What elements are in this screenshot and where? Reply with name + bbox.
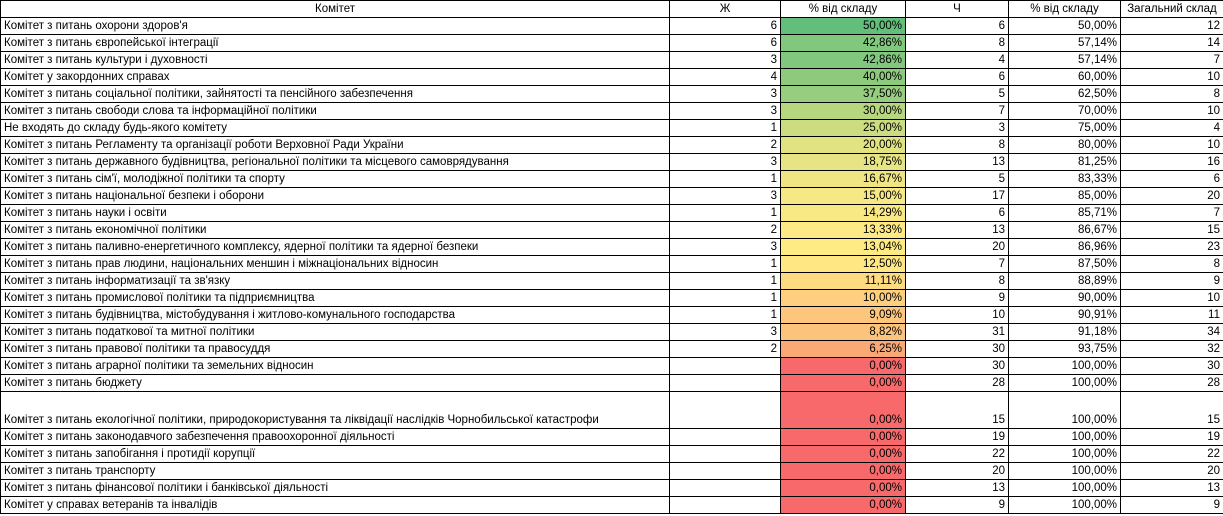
men-pct-cell[interactable]: 85,71% (1009, 205, 1121, 222)
column-header-m[interactable]: Ч (906, 1, 1009, 18)
men-pct-cell[interactable]: 86,67% (1009, 222, 1121, 239)
total-cell[interactable]: 10 (1121, 290, 1223, 307)
women-count-cell[interactable]: 4 (670, 69, 781, 86)
women-count-cell[interactable]: 6 (670, 18, 781, 35)
total-cell[interactable]: 4 (1121, 120, 1223, 137)
committee-cell[interactable]: Комітет у справах ветеранів та інвалідів (1, 497, 670, 514)
women-pct-cell[interactable]: 8,82% (781, 324, 906, 341)
women-pct-cell[interactable]: 14,29% (781, 205, 906, 222)
total-cell[interactable]: 10 (1121, 137, 1223, 154)
table-row (1, 239, 1223, 256)
committee-cell[interactable]: Комітет з питань законодавчого забезпечення правоохоронної діяльності (1, 429, 670, 446)
committee-cell[interactable]: Комітет з питань європейської інтеграції (1, 35, 670, 52)
table-row (1, 463, 1223, 480)
total-cell[interactable]: 28 (1121, 375, 1223, 392)
committee-cell[interactable]: Комітет з питань свободи слова та інформаційної політики (1, 103, 670, 120)
women-pct-cell[interactable]: 0,00% (781, 446, 906, 463)
men-count-cell[interactable]: 17 (906, 188, 1009, 205)
women-pct-cell[interactable]: 0,00% (781, 497, 906, 514)
women-count-cell[interactable] (670, 375, 781, 392)
committee-cell[interactable]: Комітет з питань промислової політики та підприємництва (1, 290, 670, 307)
men-pct-cell[interactable]: 83,33% (1009, 171, 1121, 188)
table-row (1, 154, 1223, 171)
committee-cell[interactable]: Комітет з питань податкової та митної політики (1, 324, 670, 341)
men-pct-cell[interactable]: 93,75% (1009, 341, 1121, 358)
women-count-cell[interactable]: 1 (670, 256, 781, 273)
men-pct-cell[interactable]: 62,50% (1009, 86, 1121, 103)
men-pct-cell[interactable]: 100,00% (1009, 429, 1121, 446)
committee-cell[interactable]: Комітет з питань культури і духовності (1, 52, 670, 69)
men-count-cell[interactable]: 28 (906, 375, 1009, 392)
men-count-cell[interactable]: 15 (906, 392, 1009, 429)
men-count-cell[interactable]: 6 (906, 18, 1009, 35)
women-pct-cell[interactable]: 40,00% (781, 69, 906, 86)
women-pct-cell[interactable]: 12,50% (781, 256, 906, 273)
men-count-cell[interactable]: 22 (906, 446, 1009, 463)
total-cell[interactable]: 20 (1121, 188, 1223, 205)
committee-cell[interactable]: Комітет з питань запобігання і протидії корупції (1, 446, 670, 463)
committee-cell[interactable]: Комітет з питань національної безпеки і оборони (1, 188, 670, 205)
women-count-cell[interactable] (670, 463, 781, 480)
women-pct-cell[interactable]: 42,86% (781, 52, 906, 69)
men-pct-cell[interactable]: 90,91% (1009, 307, 1121, 324)
table-header (1, 1, 1223, 18)
total-cell[interactable]: 19 (1121, 429, 1223, 446)
men-pct-cell[interactable]: 86,96% (1009, 239, 1121, 256)
table-row (1, 256, 1223, 273)
total-cell[interactable]: 8 (1121, 86, 1223, 103)
men-pct-cell[interactable]: 75,00% (1009, 120, 1121, 137)
total-cell[interactable]: 14 (1121, 35, 1223, 52)
men-pct-cell[interactable]: 88,89% (1009, 273, 1121, 290)
men-count-cell[interactable]: 6 (906, 205, 1009, 222)
women-count-cell[interactable]: 2 (670, 137, 781, 154)
total-cell[interactable]: 15 (1121, 222, 1223, 239)
committee-cell[interactable]: Комітет з питань науки і освіти (1, 205, 670, 222)
men-count-cell[interactable]: 8 (906, 273, 1009, 290)
table-row (1, 69, 1223, 86)
total-cell[interactable]: 7 (1121, 205, 1223, 222)
men-count-cell[interactable]: 7 (906, 256, 1009, 273)
men-count-cell[interactable]: 5 (906, 171, 1009, 188)
women-count-cell[interactable]: 3 (670, 52, 781, 69)
women-pct-cell[interactable]: 16,67% (781, 171, 906, 188)
women-pct-cell[interactable]: 15,00% (781, 188, 906, 205)
column-header-name[interactable]: Комітет (1, 1, 670, 18)
women-count-cell[interactable]: 3 (670, 188, 781, 205)
committee-cell[interactable]: Комітет з питань охорони здоров'я (1, 18, 670, 35)
committee-cell[interactable]: Комітет з питань державного будівництва, регіональної політики та місцевого самоврядування (1, 154, 670, 171)
column-header-w_pct[interactable]: % від складу (781, 1, 906, 18)
total-cell[interactable]: 7 (1121, 52, 1223, 69)
men-pct-cell[interactable]: 57,14% (1009, 52, 1121, 69)
women-pct-cell[interactable]: 6,25% (781, 341, 906, 358)
men-pct-cell[interactable]: 87,50% (1009, 256, 1121, 273)
women-count-cell[interactable]: 1 (670, 120, 781, 137)
total-cell[interactable]: 11 (1121, 307, 1223, 324)
women-pct-cell[interactable]: 50,00% (781, 18, 906, 35)
men-pct-cell[interactable]: 70,00% (1009, 103, 1121, 120)
women-pct-cell[interactable]: 42,86% (781, 35, 906, 52)
women-pct-cell[interactable]: 0,00% (781, 375, 906, 392)
table-row (1, 480, 1223, 497)
women-count-cell[interactable]: 1 (670, 205, 781, 222)
men-count-cell[interactable]: 6 (906, 69, 1009, 86)
committee-cell[interactable]: Комітет з питань сім'ї, молодіжної політики та спорту (1, 171, 670, 188)
women-count-cell[interactable]: 3 (670, 154, 781, 171)
women-pct-cell[interactable]: 13,33% (781, 222, 906, 239)
table-row (1, 103, 1223, 120)
women-pct-cell[interactable]: 0,00% (781, 392, 906, 429)
total-cell[interactable]: 30 (1121, 358, 1223, 375)
committee-cell[interactable]: Комітет з питань правової політики та правосуддя (1, 341, 670, 358)
women-pct-cell[interactable]: 20,00% (781, 137, 906, 154)
men-count-cell[interactable]: 30 (906, 341, 1009, 358)
women-pct-cell[interactable]: 10,00% (781, 290, 906, 307)
table-row (1, 290, 1223, 307)
table-row (1, 324, 1223, 341)
women-count-cell[interactable]: 1 (670, 290, 781, 307)
men-count-cell[interactable]: 13 (906, 222, 1009, 239)
committee-cell[interactable]: Комітет у закордонних справах (1, 69, 670, 86)
total-cell[interactable]: 34 (1121, 324, 1223, 341)
women-count-cell[interactable]: 1 (670, 273, 781, 290)
header-row (1, 1, 1223, 18)
men-count-cell[interactable]: 13 (906, 154, 1009, 171)
men-pct-cell[interactable]: 100,00% (1009, 375, 1121, 392)
men-count-cell[interactable]: 20 (906, 463, 1009, 480)
column-header-m_pct[interactable]: % від складу (1009, 1, 1121, 18)
committee-cell[interactable]: Комітет з питань бюджету (1, 375, 670, 392)
committee-cell[interactable]: Комітет з питань прав людини, національних меншин і міжнаціональних відносин (1, 256, 670, 273)
table-row (1, 205, 1223, 222)
women-pct-cell[interactable]: 18,75% (781, 154, 906, 171)
men-count-cell[interactable]: 3 (906, 120, 1009, 137)
men-pct-cell[interactable]: 100,00% (1009, 392, 1121, 429)
table-row (1, 52, 1223, 69)
total-cell[interactable]: 16 (1121, 154, 1223, 171)
table-row (1, 497, 1223, 514)
women-pct-cell[interactable]: 0,00% (781, 358, 906, 375)
men-count-cell[interactable]: 7 (906, 103, 1009, 120)
total-cell[interactable]: 13 (1121, 480, 1223, 497)
table-row (1, 188, 1223, 205)
total-cell[interactable]: 20 (1121, 463, 1223, 480)
committee-cell[interactable]: Комітет з питань транспорту (1, 463, 670, 480)
men-pct-cell[interactable]: 80,00% (1009, 137, 1121, 154)
committee-cell[interactable]: Комітет з питань паливно-енергетичного комплексу, ядерної політики та ядерної безпеки (1, 239, 670, 256)
women-pct-cell[interactable]: 30,00% (781, 103, 906, 120)
men-pct-cell[interactable]: 100,00% (1009, 358, 1121, 375)
total-cell[interactable]: 22 (1121, 446, 1223, 463)
women-count-cell[interactable] (670, 358, 781, 375)
table-row (1, 171, 1223, 188)
committee-cell[interactable]: Комітет з питань екологічної політики, природокористування та ліквідації наслідків Чорнобильської катастрофи (1, 392, 670, 429)
table-row (1, 392, 1223, 429)
table-body (1, 18, 1223, 514)
table-row (1, 222, 1223, 239)
men-count-cell[interactable]: 19 (906, 429, 1009, 446)
table-row (1, 375, 1223, 392)
total-cell[interactable]: 32 (1121, 341, 1223, 358)
women-pct-cell[interactable]: 0,00% (781, 463, 906, 480)
women-count-cell[interactable]: 1 (670, 171, 781, 188)
committee-cell[interactable]: Комітет з питань фінансової політики і банківської діяльності (1, 480, 670, 497)
committee-cell[interactable]: Не входять до складу будь-якого комітету (1, 120, 670, 137)
men-count-cell[interactable]: 13 (906, 480, 1009, 497)
men-pct-cell[interactable]: 90,00% (1009, 290, 1121, 307)
committee-cell[interactable]: Комітет з питань інформатизації та зв'язку (1, 273, 670, 290)
committee-cell[interactable]: Комітет з питань економічної політики (1, 222, 670, 239)
men-pct-cell[interactable]: 60,00% (1009, 69, 1121, 86)
men-count-cell[interactable]: 9 (906, 497, 1009, 514)
men-pct-cell[interactable]: 100,00% (1009, 497, 1121, 514)
committee-cell[interactable]: Комітет з питань Регламенту та організації роботи Верховної Ради України (1, 137, 670, 154)
total-cell[interactable]: 23 (1121, 239, 1223, 256)
table-row (1, 120, 1223, 137)
men-pct-cell[interactable]: 57,14% (1009, 35, 1121, 52)
men-pct-cell[interactable]: 100,00% (1009, 480, 1121, 497)
men-count-cell[interactable]: 8 (906, 137, 1009, 154)
table-row (1, 18, 1223, 35)
total-cell[interactable]: 10 (1121, 103, 1223, 120)
men-pct-cell[interactable]: 100,00% (1009, 446, 1121, 463)
men-count-cell[interactable]: 10 (906, 307, 1009, 324)
women-count-cell[interactable]: 1 (670, 307, 781, 324)
total-cell[interactable]: 6 (1121, 171, 1223, 188)
women-count-cell[interactable]: 2 (670, 222, 781, 239)
total-cell[interactable]: 15 (1121, 392, 1223, 429)
men-count-cell[interactable]: 5 (906, 86, 1009, 103)
women-count-cell[interactable]: 3 (670, 86, 781, 103)
table-row (1, 86, 1223, 103)
women-count-cell[interactable] (670, 497, 781, 514)
table-row (1, 341, 1223, 358)
committee-cell[interactable]: Комітет з питань соціальної політики, зайнятості та пенсійного забезпечення (1, 86, 670, 103)
total-cell[interactable]: 9 (1121, 497, 1223, 514)
committee-cell[interactable]: Комітет з питань будівництва, містобудування і житлово-комунального господарства (1, 307, 670, 324)
table-row (1, 35, 1223, 52)
women-count-cell[interactable] (670, 446, 781, 463)
men-count-cell[interactable]: 31 (906, 324, 1009, 341)
men-count-cell[interactable]: 30 (906, 358, 1009, 375)
women-pct-cell[interactable]: 9,09% (781, 307, 906, 324)
column-header-w[interactable]: Ж (670, 1, 781, 18)
women-count-cell[interactable]: 3 (670, 239, 781, 256)
women-pct-cell[interactable]: 0,00% (781, 480, 906, 497)
table-row (1, 446, 1223, 463)
men-pct-cell[interactable]: 100,00% (1009, 463, 1121, 480)
men-count-cell[interactable]: 8 (906, 35, 1009, 52)
column-header-total[interactable]: Загальний склад (1121, 1, 1223, 18)
women-pct-cell[interactable]: 25,00% (781, 120, 906, 137)
men-count-cell[interactable]: 9 (906, 290, 1009, 307)
women-count-cell[interactable]: 2 (670, 341, 781, 358)
table-row (1, 358, 1223, 375)
men-pct-cell[interactable]: 50,00% (1009, 18, 1121, 35)
women-pct-cell[interactable]: 0,00% (781, 429, 906, 446)
table-row (1, 307, 1223, 324)
women-pct-cell[interactable]: 37,50% (781, 86, 906, 103)
women-count-cell[interactable]: 3 (670, 103, 781, 120)
women-pct-cell[interactable]: 13,04% (781, 239, 906, 256)
women-count-cell[interactable]: 3 (670, 324, 781, 341)
women-count-cell[interactable] (670, 480, 781, 497)
men-pct-cell[interactable]: 85,00% (1009, 188, 1121, 205)
table-row (1, 273, 1223, 290)
women-pct-cell[interactable]: 11,11% (781, 273, 906, 290)
total-cell[interactable]: 10 (1121, 69, 1223, 86)
women-count-cell[interactable] (670, 429, 781, 446)
men-pct-cell[interactable]: 91,18% (1009, 324, 1121, 341)
total-cell[interactable]: 8 (1121, 256, 1223, 273)
men-count-cell[interactable]: 20 (906, 239, 1009, 256)
total-cell[interactable]: 12 (1121, 18, 1223, 35)
table-row (1, 429, 1223, 446)
table-row (1, 137, 1223, 154)
men-count-cell[interactable]: 4 (906, 52, 1009, 69)
men-pct-cell[interactable]: 81,25% (1009, 154, 1121, 171)
women-count-cell[interactable] (670, 392, 781, 429)
committee-cell[interactable]: Комітет з питань аграрної політики та земельних відносин (1, 358, 670, 375)
women-count-cell[interactable]: 6 (670, 35, 781, 52)
total-cell[interactable]: 9 (1121, 273, 1223, 290)
